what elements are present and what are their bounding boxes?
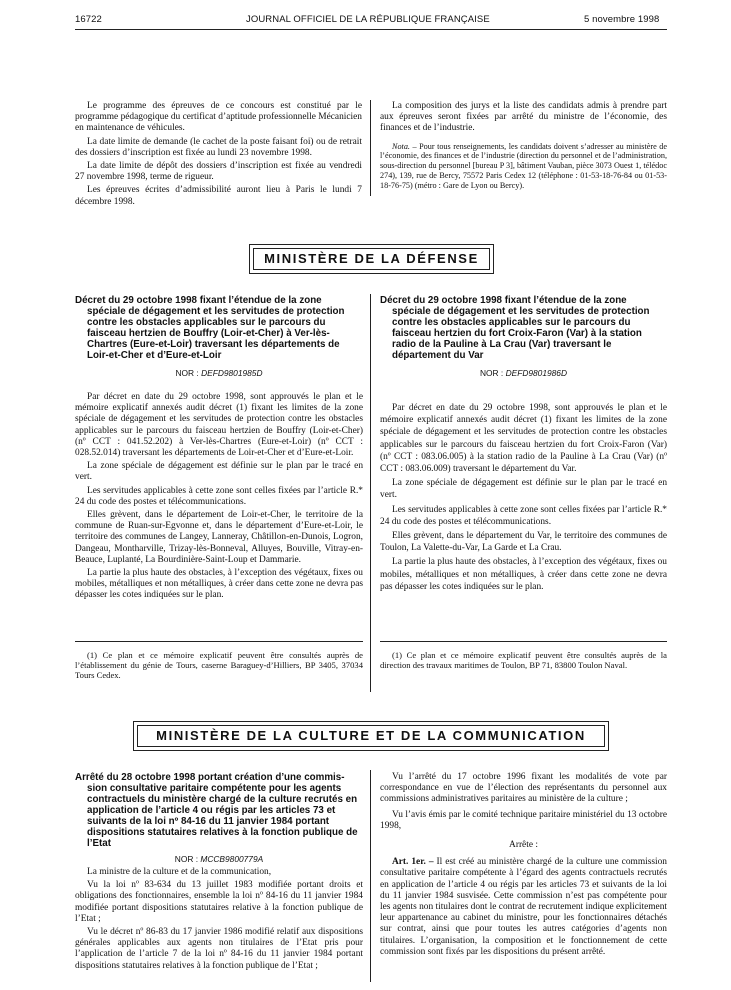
decree-left-footnote: (1) Ce plan et ce mémoire explicatif peuvent être consultés auprès de l’établissement du génie de Tours, caserne Baraguey-d’Hilliers, BP 3405, 37034 Tours Cedex.: [75, 650, 363, 680]
nota-text: Pour tous renseignements, les candidats doivent s’adresser au ministère de l’économie, des finances et de l’industrie (direction du personnel et de l’administration, sous-direction du personnel [bureau P 3], bâtiment Vauban, pièce 3073 Ouest 1, télédoc 274), 139, rue de Bercy, 75572 Paris Cedex 12 (téléphone : 01-53-18-76-84 ou 01-53-18-76-75) (métro : Gare de Lyon ou Bercy).: [380, 141, 667, 190]
paragraph: La partie la plus haute des obstacles, à l’exception des végétaux, fixes ou mobiles, métalliques et non métalliques, à créer dans cette zone ne devra pas dépasser les cotes indiquées sur le plan.: [380, 557, 667, 592]
paragraph: Elles grèvent, dans le département de Loir-et-Cher, le territoire de la commune de Ruan-sur-Egvonne et, dans le département d’Eure-et-Loir, le territoire des communes de Langey, Lanneray, Châtillon-en-Dunois, Logron, Dangeau, Montharville, Trizay-lès-Bonneval, Alluyes, Bouville, Vitray-en-Beauce, Luplanté, La Bourdinière-Saint-Loup et Dammarie.: [75, 510, 363, 565]
nota-note: [380, 142, 667, 191]
decree-right-title: Décret du 29 octobre 1998 fixant l’étendue de la zone spéciale de dégagement et les servitudes de protection contre les obstacles applicables sur le parcours du faisceau hertzien du fort Croix-Faron (Var) à la station radio de la Pauline à La Crau (Var) traversant le département du Var: [380, 295, 650, 361]
column-divider: [370, 294, 371, 692]
article-1-label: Art. 1er. –: [392, 857, 434, 868]
paragraph: Vu le décret nº 86-83 du 17 janvier 1986 modifié relatif aux dispositions générales applicables aux agents non titulaires de l’Etat pris pour l’application de l’article 7 de la loi nº 84-16 du 11 janvier 1984 portant dispositions statutaires relatives à la fonction publique de l’Etat ;: [75, 927, 363, 971]
article-1-text: Il est créé au ministère chargé de la culture une commission consultative paritaire compétente à l’égard des agents contractuels recrutés en application de l’article 4 ou régis par les articles 73 et suivants de la loi du 11 janvier 1984 susvisée. Cette commission n’est pas compétente pour les agents non titulaires dont le contrat de recrutement indique explicitement leur appartenance au cabinet du ministre, pour les fonctionnaires détachés sur contrat, ainsi que pour toutes les autres catégories d’agents non titulaires. L’organisation, la composition et le fonctionnement de cette commission sont fixés par les dispositions du présent arrêté.: [380, 857, 667, 957]
issue-date: 5 novembre 1998: [584, 14, 660, 25]
ministry-culture-label: MINISTÈRE DE LA CULTURE ET DE LA COMMUNICATION: [156, 728, 586, 743]
ministry-defense-heading: [249, 244, 494, 274]
article-1: [380, 857, 667, 958]
decree-left: [75, 295, 363, 604]
header-rule: [75, 29, 667, 30]
footnote-rule: [380, 641, 667, 642]
decree-right-nor: NOR : DEFD9801986D: [479, 368, 568, 378]
nota-label: Nota. –: [392, 141, 417, 151]
arrete-nor: NOR : MCCB9800779A: [174, 854, 264, 864]
paragraph: Le programme des épreuves de ce concours est constitué par le programme pédagogique du certificat d’aptitude professionnelle Mécanicien en maintenance de véhicules.: [75, 101, 362, 134]
arrete-label: Arrête :: [509, 840, 538, 851]
paragraph: Vu l’arrêté du 17 octobre 1996 fixant les modalités de vote par correspondance en vue de l’élection des représentants du personnel aux commissions administratives paritaires au ministère de la culture ;: [380, 772, 667, 805]
ministry-defense-label: MINISTÈRE DE LA DÉFENSE: [264, 251, 479, 266]
paragraph: La partie la plus haute des obstacles, à l’exception des végétaux, fixes ou mobiles, métalliques et non métalliques, à créer dans cette zone ne devra pas dépasser les cotes indiquées sur le plan.: [75, 568, 363, 601]
paragraph: Les servitudes applicables à cette zone sont celles fixées par l’article R.* 24 du code des postes et télécommunications.: [75, 485, 363, 507]
top-right-column: [380, 101, 667, 193]
arrete-left-body: [75, 867, 363, 972]
decree-right-footnote: (1) Ce plan et ce mémoire explicatif peuvent être consultés auprès de la direction des travaux maritimes de Toulon, BP 71, 83800 Toulon Naval.: [380, 650, 667, 670]
decree-right: [380, 295, 667, 595]
column-divider: [370, 770, 371, 982]
decree-left-title: Décret du 29 octobre 1998 fixant l’étendue de la zone spéciale de dégagement et les servitudes de protection contre les obstacles applicables sur le parcours du faisceau hertzien de Bouffry (Loir-et-Cher) à Ver-lès-Chartres (Eure-et-Loir) traversant les départements de Loir-et-Cher et d’Eure-et-Loir: [75, 295, 345, 361]
paragraph: Elles grèvent, dans le département du Var, le territoire des communes de Toulon, La Valette-du-Var, La Garde et La Crau.: [380, 531, 667, 554]
page-number: 16722: [75, 14, 102, 25]
paragraph: Vu la loi nº 83-634 du 13 juillet 1983 modifiée portant droits et obligations des fonctionnaires, ensemble la loi nº 84-16 du 11 janvier 1984 modifiée portant dispositions statutaires relative à la fonction publique de l’Etat ;: [75, 880, 363, 924]
decree-left-nor: NOR : DEFD9801985D: [175, 368, 263, 378]
paragraph: La date limite de dépôt des dossiers d’inscription est fixée au vendredi 27 novembre 1998, terme de rigueur.: [75, 161, 362, 183]
top-left-column: [75, 101, 362, 210]
paragraph: Vu l’avis émis par le comité technique paritaire ministériel du 13 octobre 1998,: [380, 809, 667, 831]
arrete-title: Arrêté du 28 octobre 1998 portant création d’une commis- sion consultative paritaire compétente pour les agents contractuels du ministère chargé de la culture recrutés en application de l’article 4 ou régis par les articles 73 et suivants de la loi nº 84-16 du 11 janvier 1984 portant dispositions statutaires relatives à la fonction publique de l’Etat: [75, 772, 358, 849]
paragraph: Par décret en date du 29 octobre 1998, sont approuvés le plan et le mémoire explicatif annexés audit décret (1) fixant les limites de la zone spéciale de dégagement et les servitudes de protection contre les obstacles applicables sur le parcours du faisceau hertzien du fort Croix-Faron (Var) (nº CCT : 083.06.005) à la station radio de la Pauline à La Crau (Var) (nº CCT : 083.06.009) traversant le département du Var.: [380, 403, 667, 475]
ministry-culture-heading: [133, 721, 609, 751]
footnote-rule: [75, 641, 363, 642]
paragraph: Par décret en date du 29 octobre 1998, sont approuvés le plan et le mémoire explicatif annexés audit décret (1) fixant les limites de la zone spéciale de dégagement et les servitudes de protection contre les obstacles applicables sur le parcours du faisceau hertzien de Bouffry (Loir-et-Cher) (nº CCT : 041.52.202) à Ver-lès-Chartres (Eure-et-Loir) (nº CCT : 028.52.014) traversant les départements de Loir-et-Cher et d’Eure-et-Loir.: [75, 392, 363, 459]
arrete-right: [380, 772, 667, 960]
column-divider: [370, 100, 371, 196]
arrete-left: [75, 772, 363, 974]
paragraph: La zone spéciale de dégagement est définie sur le plan par le tracé en vert.: [75, 461, 363, 483]
decree-right-body: [380, 402, 667, 593]
paragraph: La composition des jurys et la liste des candidats admis à prendre part aux épreuves seront fixées par arrêté du ministre de l’économie, des finances et de l’industrie.: [380, 101, 667, 134]
paragraph: La ministre de la culture et de la communication,: [87, 867, 272, 877]
paragraph: Les servitudes applicables à cette zone sont celles fixées par l’article R.* 24 du code des postes et télécommunications.: [380, 504, 667, 527]
paragraph: La date limite de demande (le cachet de la poste faisant foi) ou de retrait des dossiers d’inscription est fixée au lundi 23 novembre 1998.: [75, 136, 362, 158]
paragraph: Les épreuves écrites d’admissibilité auront lieu à Paris le lundi 7 décembre 1998.: [75, 185, 362, 207]
decree-left-body: [75, 392, 363, 602]
paragraph: La zone spéciale de dégagement est définie sur le plan par le tracé en vert.: [380, 478, 667, 501]
journal-title: JOURNAL OFFICIEL DE LA RÉPUBLIQUE FRANÇAISE: [246, 14, 490, 25]
